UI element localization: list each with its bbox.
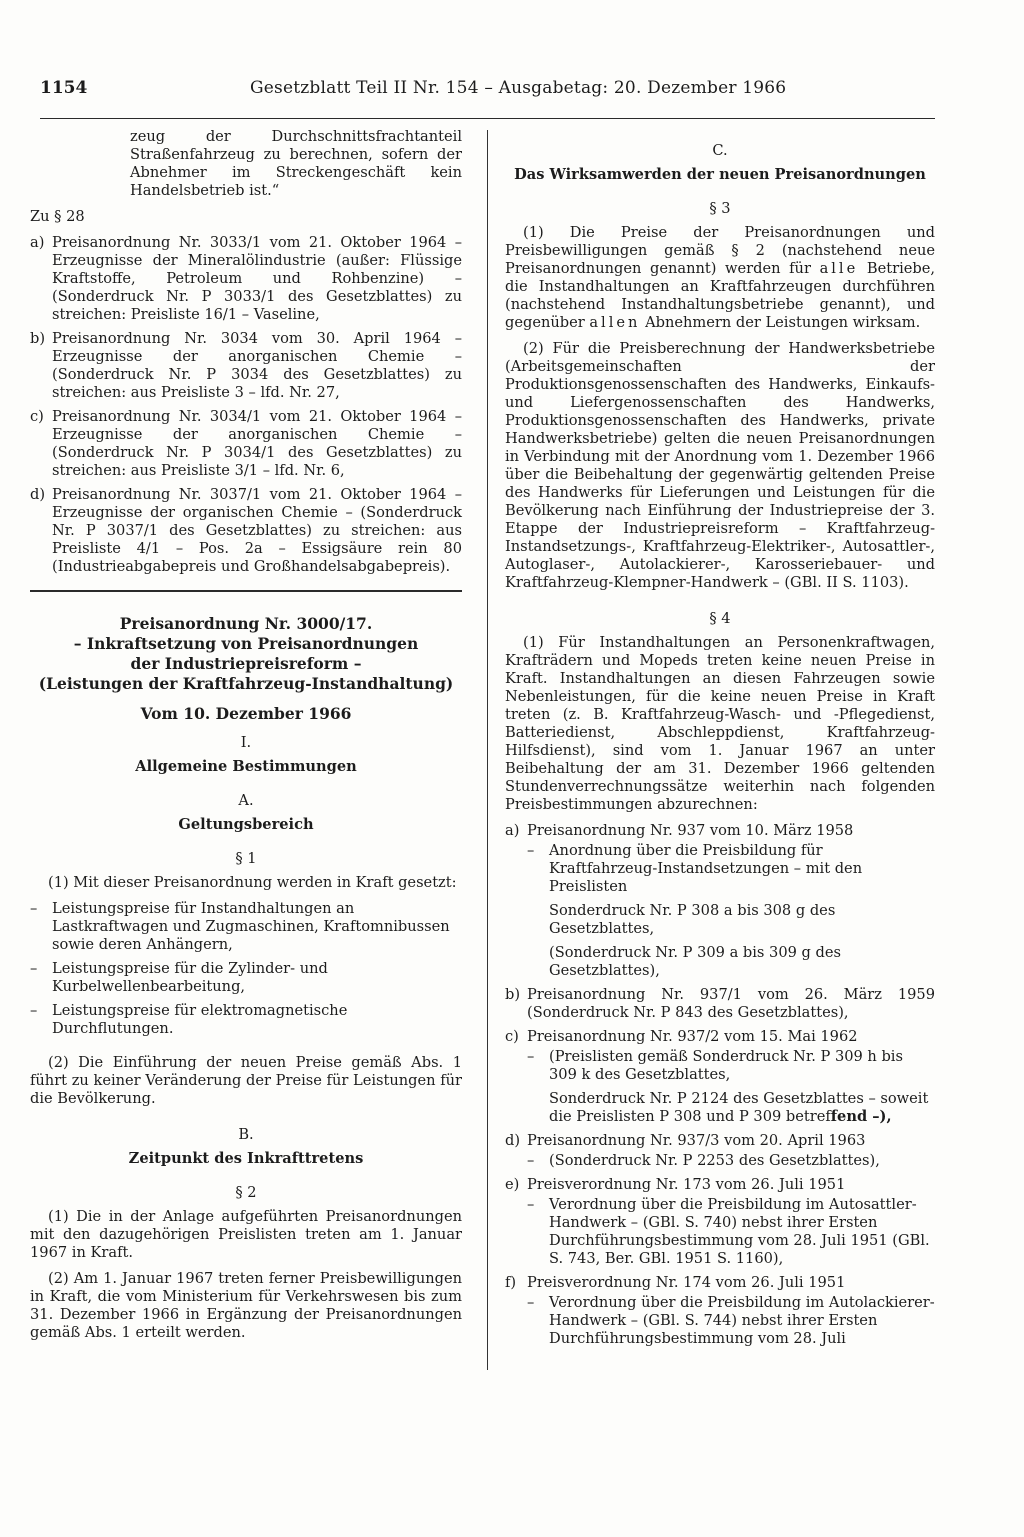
part-heading: Allgemeine Bestimmungen	[135, 758, 357, 775]
paragraph-3-heading: § 3	[709, 200, 731, 217]
list-item	[505, 822, 935, 980]
sub-dash-item: – Anordnung über die Preisbildung für Kraftfahrzeug-Instandsetzungen – mit den Preislisten	[527, 842, 863, 895]
section-a-heading: Geltungsbereich	[178, 816, 314, 833]
paragraph-1-heading: § 1	[235, 850, 257, 867]
sub-dash-item: – (Sonderdruck Nr. P 2253 des Gesetzblattes),	[527, 1152, 880, 1169]
column-divider	[487, 130, 488, 1370]
item-label: c)	[505, 1028, 519, 1045]
sub-line: Sonderdruck Nr. P 308 a bis 308 g des Gesetzblattes,	[549, 902, 836, 937]
item-heading: Preisverordnung Nr. 173 vom 26. Juli 1951	[527, 1176, 846, 1193]
ordinance-title-line: Preisanordnung Nr. 3000/17.	[119, 614, 373, 633]
item-label: d)	[30, 486, 46, 503]
section-b-label: B.	[238, 1126, 254, 1143]
item-label: e)	[505, 1176, 520, 1193]
right-column	[505, 128, 935, 1354]
paragraph-2-heading: § 2	[235, 1184, 257, 1201]
page-header	[40, 78, 940, 106]
section-c-label: C.	[712, 142, 728, 159]
list-item	[505, 986, 935, 1022]
paragraph-3-clause-1: (1) Die Preise der Preisanordnungen und Preisbewilligungen gemäß § 2 (nachstehend neue Preisanordnungen genannt) werden für alle Betriebe, die Instandhaltungen an Kraftfahrzeugen durchführen (nachstehend Instandhaltungsbetriebe genannt), und gegenüber allen Abnehmern der Leistungen wirksam.	[505, 224, 935, 331]
sub-line: (Sonderdruck Nr. P 309 a bis 309 g des Gesetzblattes),	[549, 944, 841, 979]
section-separator	[30, 590, 462, 592]
list-item	[505, 1274, 935, 1348]
emphasis-alle: alle	[819, 260, 859, 277]
list-item	[505, 1132, 935, 1170]
sub-dash-item: – Verordnung über die Preisbildung im Autosattler-Handwerk – (GBl. S. 740) nebst ihrer Ersten Durchführungsbestimmung vom 28. Juli 1951 (GBl. S. 743, Ber. GBl. 1951 S. 1160),	[527, 1196, 930, 1267]
paragraph-4-heading: § 4	[709, 610, 731, 627]
list-item	[30, 486, 462, 576]
paragraph-4-clause-1: (1) Für Instandhaltungen an Personenkraftwagen, Krafträdern und Mopeds treten keine neuen Preise in Kraft. Instandhaltungen an diesen Fahrzeugen sowie Nebenleistungen, für die keine neuen Preise in Kraft treten (z. B. Kraftfahrzeug-Wasch- und -Pflegedienst, Batteriedienst, Abschleppdienst, Kraftfahrzeug-Hilfsdienst), sind vom 1. Januar 1967 an unter Beibehaltung der am 31. Dezember 1966 geltenden Stundenverrechnungssätze weiterhin nach folgenden Preisbestimmungen abzurechnen:	[505, 634, 935, 813]
item-text: Preisanordnung Nr. 3034/1 vom 21. Oktober 1964 – Erzeugnisse der anorganischen Chemie – (Sonderdruck Nr. P 3034/1 des Gesetzblattes) zu streichen: aus Preisliste 3/1 – lfd. Nr. 6,	[52, 408, 462, 479]
sub-dash-item: – (Preislisten gemäß Sonderdruck Nr. P 309 h bis 309 k des Gesetzblattes,	[527, 1048, 903, 1083]
paragraph-1-clause-2: (2) Die Einführung der neuen Preise gemäß Abs. 1 führt zu keiner Veränderung der Preise für Leistungen für die Bevölkerung.	[30, 1054, 462, 1107]
sub-dash-item: – Verordnung über die Preisbildung im Autolackierer-Handwerk – (GBl. S. 744) nebst ihrer Ersten Durchführungsbestimmung vom 28. Juli	[527, 1294, 935, 1347]
item-text: Preisanordnung Nr. 3037/1 vom 21. Oktober 1964 – Erzeugnisse der organischen Chemie – (Sonderdruck Nr. P 3037/1 des Gesetzblattes) zu streichen: aus Preisliste 4/1 – Pos. 2a – Essigsäure rein 80 (Industrieabgabepreis und Großhandelsabgabepreis).	[52, 486, 462, 575]
item-label: d)	[505, 1132, 521, 1149]
item-heading: Preisverordnung Nr. 174 vom 26. Juli 1951	[527, 1274, 846, 1291]
item-heading: Preisanordnung Nr. 937/2 vom 15. Mai 1962	[527, 1028, 858, 1045]
dash-item-text: Leistungspreise für Instandhaltungen an Lastkraftwagen und Zugmaschinen, Kraftomnibussen sowie deren Anhängern,	[52, 900, 450, 953]
item-label: b)	[505, 986, 521, 1003]
paragraph-2-clause-2: (2) Am 1. Januar 1967 treten ferner Preisbewilligungen in Kraft, die vom Ministerium für Verkehrswesen bis zum 31. Dezember 1966 in Ergänzung der Preisanordnungen gemäß Abs. 1 erteilt werden.	[30, 1270, 462, 1341]
header-title: Gesetzblatt Teil II Nr. 154 – Ausgabetag: 20. Dezember 1966	[250, 78, 787, 98]
ordinance-title-line: – Inkraftsetzung von Preisanordnungen	[73, 634, 419, 653]
item-label: a)	[505, 822, 520, 839]
item-text: Preisanordnung Nr. 937/1 vom 26. März 1959 (Sonderdruck Nr. P 843 des Gesetzblattes),	[527, 986, 935, 1021]
section-b-heading: Zeitpunkt des Inkrafttretens	[128, 1150, 364, 1167]
item-label: c)	[30, 408, 44, 425]
item-label: f)	[505, 1274, 517, 1291]
list-item	[505, 1176, 935, 1268]
ordinance-title-line: der Industriepreisreform –	[130, 654, 362, 673]
list-item: – Leistungspreise für Instandhaltungen an Lastkraftwagen und Zugmaschinen, Kraftomnibussen sowie deren Anhängern,	[30, 900, 450, 953]
paragraph-2-clause-1: (1) Die in der Anlage aufgeführten Preisanordnungen mit den dazugehörigen Preislisten treten am 1. Januar 1967 in Kraft.	[30, 1208, 462, 1261]
list-item	[30, 234, 462, 324]
paragraph-1-clause-1: (1) Mit dieser Preisanordnung werden in Kraft gesetzt:	[48, 874, 457, 891]
item-label: b)	[30, 330, 46, 347]
list-item: – Leistungspreise für elektromagnetische Durchflutungen.	[30, 1002, 348, 1037]
dash-item-text: Leistungspreise für die Zylinder- und Kurbelwellenbearbeitung,	[52, 960, 328, 995]
header-rule	[40, 118, 935, 119]
zu-28-heading: Zu § 28	[30, 208, 85, 225]
dash-item-text: Leistungspreise für elektromagnetische Durchflutungen.	[52, 1002, 348, 1037]
item-text: Preisanordnung Nr. 3034 vom 30. April 1964 – Erzeugnisse der anorganischen Chemie – (Sonderdruck Nr. P 3034 des Gesetzblattes) zu streichen: aus Preisliste 3 – lfd. Nr. 27,	[52, 330, 462, 401]
item-text: Preisanordnung Nr. 3033/1 vom 21. Oktober 1964 – Erzeugnisse der Mineralölindustrie (außer: Flüssige Kraftstoffe, Petroleum und Rohbenzine) – (Sonderdruck Nr. P 3033/1 des Gesetzblattes) zu streichen: Preisliste 16/1 – Vaseline,	[52, 234, 462, 323]
section-a-label: A.	[238, 792, 254, 809]
list-item	[30, 408, 462, 480]
ordinance-title-line: (Leistungen der Kraftfahrzeug-Instandhaltung)	[38, 674, 454, 693]
page-number: 1154	[40, 78, 88, 98]
emphasis-allen: allen	[589, 314, 641, 331]
sub-line: Sonderdruck Nr. P 2124 des Gesetzblattes – soweit die Preislisten P 308 und P 309 betreffend –),	[549, 1090, 929, 1125]
left-column	[30, 128, 462, 1350]
part-roman-numeral: I.	[240, 734, 252, 751]
list-item: – Leistungspreise für die Zylinder- und Kurbelwellenbearbeitung,	[30, 960, 328, 995]
intro-paragraph: zeug der Durchschnittsfrachtanteil Straßenfahrzeug zu berechnen, sofern der Abnehmer im Streckengeschäft kein Handelsbetrieb ist.“	[130, 128, 462, 199]
item-heading: Preisanordnung Nr. 937/3 vom 20. April 1963	[527, 1132, 866, 1149]
ordinance-date: Vom 10. Dezember 1966	[140, 704, 352, 723]
list-item	[30, 330, 462, 402]
item-label: a)	[30, 234, 45, 251]
item-heading: Preisanordnung Nr. 937 vom 10. März 1958	[527, 822, 854, 839]
list-item	[505, 1028, 935, 1126]
section-c-heading: Das Wirksamwerden der neuen Preisanordnungen	[514, 166, 926, 183]
paragraph-3-clause-2: (2) Für die Preisberechnung der Handwerksbetriebe (Arbeitsgemeinschaften der Produktionsgenossenschaften des Handwerks, Einkaufs- und Liefergenossenschaften des Handwerks, Produktionsgenossenschaften des Handwerks, private Handwerksbetriebe) gelten die neuen Preisanordnungen in Verbindung mit der Anordnung vom 1. Dezember 1966 über die Beibehaltung der gegenwärtig geltenden Preise des Handwerks für Lieferungen und Leistungen für die Bevölkerung nach Einführung der Industriepreise der 3. Etappe der Industriepreisreform – Kraftfahrzeug-Instandsetzungs-, Kraftfahrzeug-Elektriker-, Autosattler-, Autoglaser-, Autolackierer-, Karosseriebauer- und Kraftfahrzeug-Klempner-Handwerk – (GBl. II S. 1103).	[505, 340, 935, 591]
